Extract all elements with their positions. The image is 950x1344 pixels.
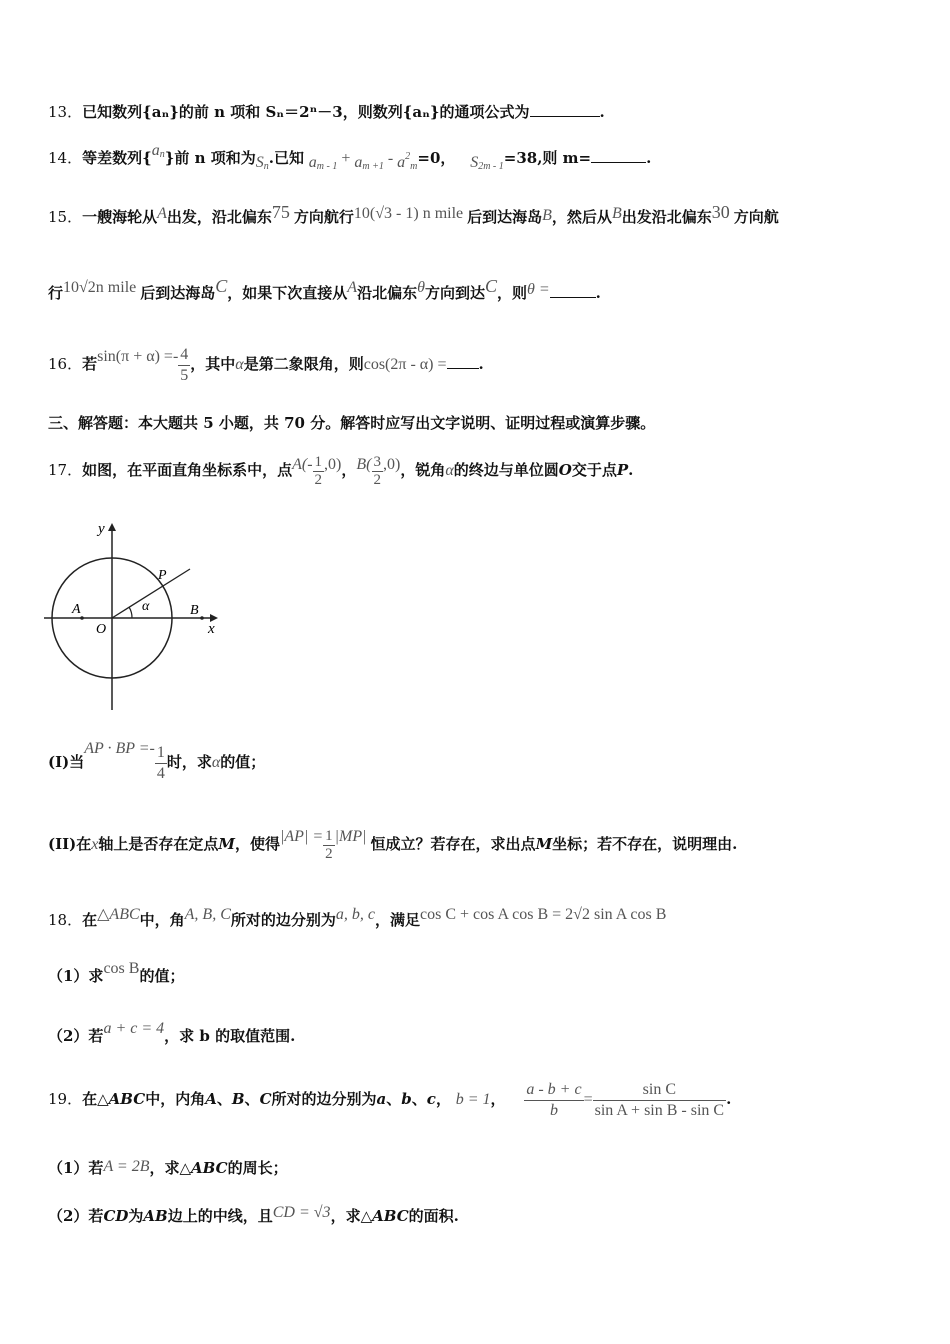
q17-end: . — [628, 461, 634, 479]
q15-point-b-2: B — [611, 205, 622, 222]
q14-number: 14． — [48, 149, 83, 167]
q15-point-a-2: A — [347, 279, 358, 296]
q17-p2-text-1: 在 — [76, 835, 92, 853]
fig-alpha-label: α — [142, 599, 150, 614]
q16-text-3: 是第二象限角，则 — [243, 355, 364, 373]
q19-fraction-2 — [593, 1080, 727, 1121]
q14-text-4: =0， — [417, 149, 456, 167]
q15-text-11: 沿北偏东 — [357, 284, 418, 302]
q15-text-12: 方向到达 — [424, 284, 485, 302]
q16-text-1: 若 — [82, 355, 98, 373]
q18-triangle: △ABC — [97, 906, 140, 923]
q15-number: 15． — [48, 208, 83, 226]
q17-point-o: O — [558, 461, 572, 479]
q19-f1-numerator: a - b + c — [524, 1080, 583, 1101]
q17-p2-fraction — [323, 828, 335, 863]
q14-a: a — [151, 142, 160, 159]
q17-b-fraction — [372, 454, 384, 489]
q15-angle-30: 30 — [711, 202, 730, 222]
q15-text-4: 后到达海岛 — [467, 208, 543, 226]
q17-b-frac-d: 2 — [373, 471, 381, 488]
q19-fraction-1 — [524, 1080, 583, 1121]
q15-text-3: 方向航行 — [293, 208, 354, 226]
q19-sep-4: 、 — [411, 1090, 427, 1108]
q16-end: . — [478, 355, 484, 373]
q17-p1-alpha: α — [211, 754, 221, 771]
q17-comma: ， — [341, 461, 357, 479]
q15-point-c: C — [215, 276, 228, 296]
terminal-side-ray — [112, 569, 190, 618]
q15-theta-eq: θ = — [526, 281, 550, 298]
q15-answer-blank — [550, 283, 596, 298]
question-13 — [48, 102, 910, 122]
fig-o-label: O — [96, 622, 107, 637]
q18-p2-end: ，求 b 的取值范围. — [164, 1027, 296, 1045]
q16-number: 16． — [48, 355, 83, 373]
q18-text-4: ，满足 — [375, 911, 421, 929]
q15-point-a: A — [157, 205, 167, 222]
q17-point-b-pre: B( — [356, 456, 372, 473]
q19-p2-end: 的面积. — [408, 1207, 459, 1225]
q19-a-angle: A — [205, 1090, 217, 1108]
fig-y-label: y — [98, 521, 105, 537]
q19-f1-denominator: b — [549, 1101, 558, 1119]
q14-a1-sub: m - 1 — [316, 161, 338, 172]
q15-text-6: 出发沿北偏东 — [621, 208, 712, 226]
q13-answer-blank — [530, 102, 600, 117]
fig-a-label: A — [72, 602, 81, 617]
q18-p2-label: （2）若 — [48, 1027, 104, 1045]
q16-alpha: α — [235, 356, 244, 373]
q19-b-side: b — [401, 1090, 412, 1108]
q14-text-1: 等差数列{ — [82, 149, 152, 167]
q14-answer-blank — [591, 148, 646, 163]
q18-text-2: 中，角 — [139, 911, 185, 929]
q17-number: 17． — [48, 461, 83, 479]
q19-p1-end: 的周长； — [227, 1159, 288, 1177]
q15-distance-1: 10(√3 - 1) n mile — [353, 205, 464, 222]
question-15-line-1 — [48, 202, 910, 228]
q15-text-1: 一艘海轮从 — [82, 208, 158, 226]
q14-text-5: =38,则 m= — [503, 149, 592, 167]
q19-p1-expression: A = 2B — [103, 1158, 150, 1175]
q19-b-equals: b = 1 — [455, 1091, 491, 1108]
q19-c-angle: C — [259, 1090, 272, 1108]
q19-c-side: c — [426, 1090, 436, 1108]
q17-p2-rhs: |MP| — [334, 828, 367, 845]
fig-b-label: B — [190, 603, 199, 618]
q19-equals: = — [583, 1091, 593, 1108]
q14-minus: - — [383, 150, 398, 167]
q17-p1-frac-d: 4 — [156, 764, 165, 782]
q15-theta: θ — [417, 279, 425, 296]
q14-a1: a — [308, 154, 317, 171]
q19-text-3: 所对的边分别为 — [271, 1090, 377, 1108]
q19-f2-denominator: sin A + sin B - sin C — [594, 1101, 725, 1119]
q17-p2-m: M — [218, 835, 235, 853]
q14-text-3: .已知 — [268, 149, 304, 167]
q19-f2-numerator: sin C — [593, 1080, 727, 1101]
q14-a3-sub: m — [410, 161, 418, 172]
q17-p1-frac-n: 1 — [155, 743, 167, 764]
q14-a2: a — [354, 154, 363, 171]
q17-p2-m-2: M — [535, 835, 553, 853]
q16-frac-numerator: 4 — [178, 345, 190, 366]
q18-p1-end: 的值； — [139, 967, 185, 985]
q19-text-1: 在△ — [82, 1090, 109, 1108]
q17-p1-text-3: 的值； — [220, 753, 266, 771]
q16-expression-2: cos(2π - α) = — [363, 356, 447, 373]
q17-a-fraction — [313, 454, 325, 489]
q17-p1-fraction — [155, 743, 167, 784]
question-18 — [48, 906, 910, 931]
q15-point-c-2: C — [484, 276, 497, 296]
q14-a-sub: n — [159, 149, 165, 160]
q15-text-2: 出发，沿北偏东 — [166, 208, 272, 226]
q19-part-2 — [48, 1206, 910, 1227]
q17-unit-circle-figure — [40, 515, 230, 730]
q14-plus: + — [337, 150, 355, 167]
q17-text-1: 如图，在平面直角坐标系中，点 — [82, 461, 293, 479]
fig-p-label: P — [158, 568, 167, 583]
q15-angle-75: 75 — [271, 202, 290, 222]
q14-s2: S — [470, 154, 479, 171]
q17-part-1 — [48, 740, 910, 784]
q19-end: . — [726, 1090, 732, 1108]
q14-a2-sub: m +1 — [362, 161, 384, 172]
question-14 — [48, 142, 910, 172]
q17-a-frac-n: 1 — [314, 453, 323, 470]
q17-b-frac-n: 3 — [373, 453, 381, 470]
q17-p2-text-3: ，使得 — [234, 835, 280, 853]
q13-number: 13． — [48, 103, 83, 121]
q17-p2-frac-d: 2 — [325, 845, 333, 862]
q16-frac-denominator: 5 — [180, 366, 189, 384]
q17-p2-frac-n: 1 — [325, 827, 333, 844]
q18-part-2 — [48, 1020, 910, 1047]
q19-b-angle: B — [231, 1090, 245, 1108]
point-b-dot — [200, 616, 204, 620]
q14-s2-sub: 2m - 1 — [478, 161, 504, 172]
fig-x-label: x — [208, 621, 215, 637]
y-axis-arrow-icon — [108, 523, 116, 531]
q17-p2-lhs: |AP| = — [280, 828, 324, 845]
q19-abc: ABC — [108, 1090, 146, 1108]
q16-text-2: ，其中 — [190, 355, 236, 373]
q16-answer-blank — [447, 354, 479, 369]
q19-sep-2: 、 — [244, 1090, 260, 1108]
q17-a-frac-d: 2 — [314, 471, 323, 488]
q17-p1-text-1: 当 — [69, 753, 85, 771]
q17-point-p: P — [616, 461, 629, 479]
q17-point-a-pre: A(- — [292, 456, 313, 473]
q17-p2-x: x — [91, 836, 99, 853]
question-16 — [48, 344, 910, 388]
q19-number: 19． — [48, 1090, 83, 1108]
q16-expression: sin(π + α) =- — [97, 348, 179, 365]
q15-point-b: B — [542, 207, 552, 224]
q19-p2-cd: CD — [103, 1207, 129, 1225]
q19-p2-ab: AB — [143, 1207, 168, 1225]
q19-p2-expression: CD = √3 — [272, 1204, 331, 1221]
q19-p2-text-3: ，求△ — [330, 1207, 373, 1225]
q13-end: . — [599, 103, 605, 121]
q15-end: . — [595, 284, 601, 302]
q17-p2-text-4: 恒成立？若存在，求出点 — [370, 835, 536, 853]
q19-part-1 — [48, 1158, 910, 1179]
q14-a3: a — [397, 154, 406, 171]
q18-p2-expression: a + c = 4 — [103, 1020, 165, 1037]
q15-text-10: ，如果下次直接从 — [227, 284, 348, 302]
q15-text-7: 方向航 — [733, 208, 779, 226]
question-17 — [48, 450, 910, 494]
q15-text-5: ，然后从 — [551, 208, 612, 226]
q17-p1-expression: AP · BP =- — [84, 740, 155, 757]
q19-p2-label: （2）若 — [48, 1207, 104, 1225]
q19-comma: ， — [490, 1090, 506, 1108]
q15-text-9: 后到达海岛 — [140, 284, 216, 302]
q18-condition: cos C + cos A cos B = 2√2 sin A cos B — [420, 906, 667, 923]
q19-p1-abc: ABC — [191, 1159, 228, 1177]
q19-p2-abc: ABC — [372, 1207, 409, 1225]
q14-a3-sup: 2 — [405, 151, 411, 162]
question-15-line-2 — [48, 276, 910, 304]
q17-part-2 — [48, 822, 910, 866]
q19-a-side: a — [376, 1090, 387, 1108]
q15-text-8: 行 — [48, 284, 64, 302]
q17-point-b-post: ,0) — [383, 456, 401, 473]
q17-p1-text-2: 时，求 — [166, 753, 212, 771]
q14-s: S — [255, 154, 264, 171]
point-a-dot — [80, 616, 84, 620]
q17-p2-text-5: 坐标；若不存在，说明理由. — [552, 835, 738, 853]
q17-alpha: α — [445, 462, 454, 479]
q16-fraction — [178, 345, 190, 386]
q18-number: 18． — [48, 911, 83, 929]
q18-text-1: 在 — [82, 911, 98, 929]
q18-p1-label: （1）求 — [48, 967, 104, 985]
q19-p1-text: ，求△ — [149, 1159, 192, 1177]
q18-angles: A, B, C — [184, 906, 231, 923]
q15-distance-2: 10√2n mile — [63, 279, 137, 296]
q19-sep-1: 、 — [216, 1090, 232, 1108]
q17-text-4: 交于点 — [571, 461, 617, 479]
question-19 — [48, 1076, 910, 1122]
q19-p1-label: （1）若 — [48, 1159, 104, 1177]
q19-p2-text-2: 边上的中线，且 — [167, 1207, 273, 1225]
q14-s-sub: n — [263, 161, 269, 172]
section-3-heading: 三、解答题：本大题共 5 小题，共 70 分。解答时应写出文字说明、证明过程或演算步骤。 — [48, 414, 656, 432]
q19-sep-3: 、 — [386, 1090, 402, 1108]
q15-text-13: ，则 — [496, 284, 527, 302]
q17-p2-text-2: 轴上是否存在定点 — [98, 835, 219, 853]
q14-text-2: }前 n 项和为 — [164, 149, 256, 167]
q18-text-3: 所对的边分别为 — [230, 911, 336, 929]
q17-p1-label: (I) — [48, 753, 70, 771]
q14-end: . — [646, 149, 652, 167]
q18-part-1 — [48, 960, 910, 987]
q17-text-3: 的终边与单位圆 — [453, 461, 559, 479]
q17-p2-label: (II) — [48, 835, 77, 853]
q19-text-2: 中，内角 — [145, 1090, 206, 1108]
q13-text: 已知数列{aₙ}的前 n 项和 Sₙ＝2ⁿ－3，则数列{aₙ}的通项公式为 — [82, 103, 530, 121]
q19-p2-text-1: 为 — [128, 1207, 144, 1225]
q18-p1-expression: cos B — [103, 960, 140, 977]
angle-arc — [129, 607, 132, 618]
q17-point-a-post: ,0) — [324, 456, 342, 473]
q18-sides: a, b, c — [335, 906, 375, 923]
q17-text-2: ，锐角 — [400, 461, 446, 479]
q19-text-4: ， — [435, 1090, 451, 1108]
